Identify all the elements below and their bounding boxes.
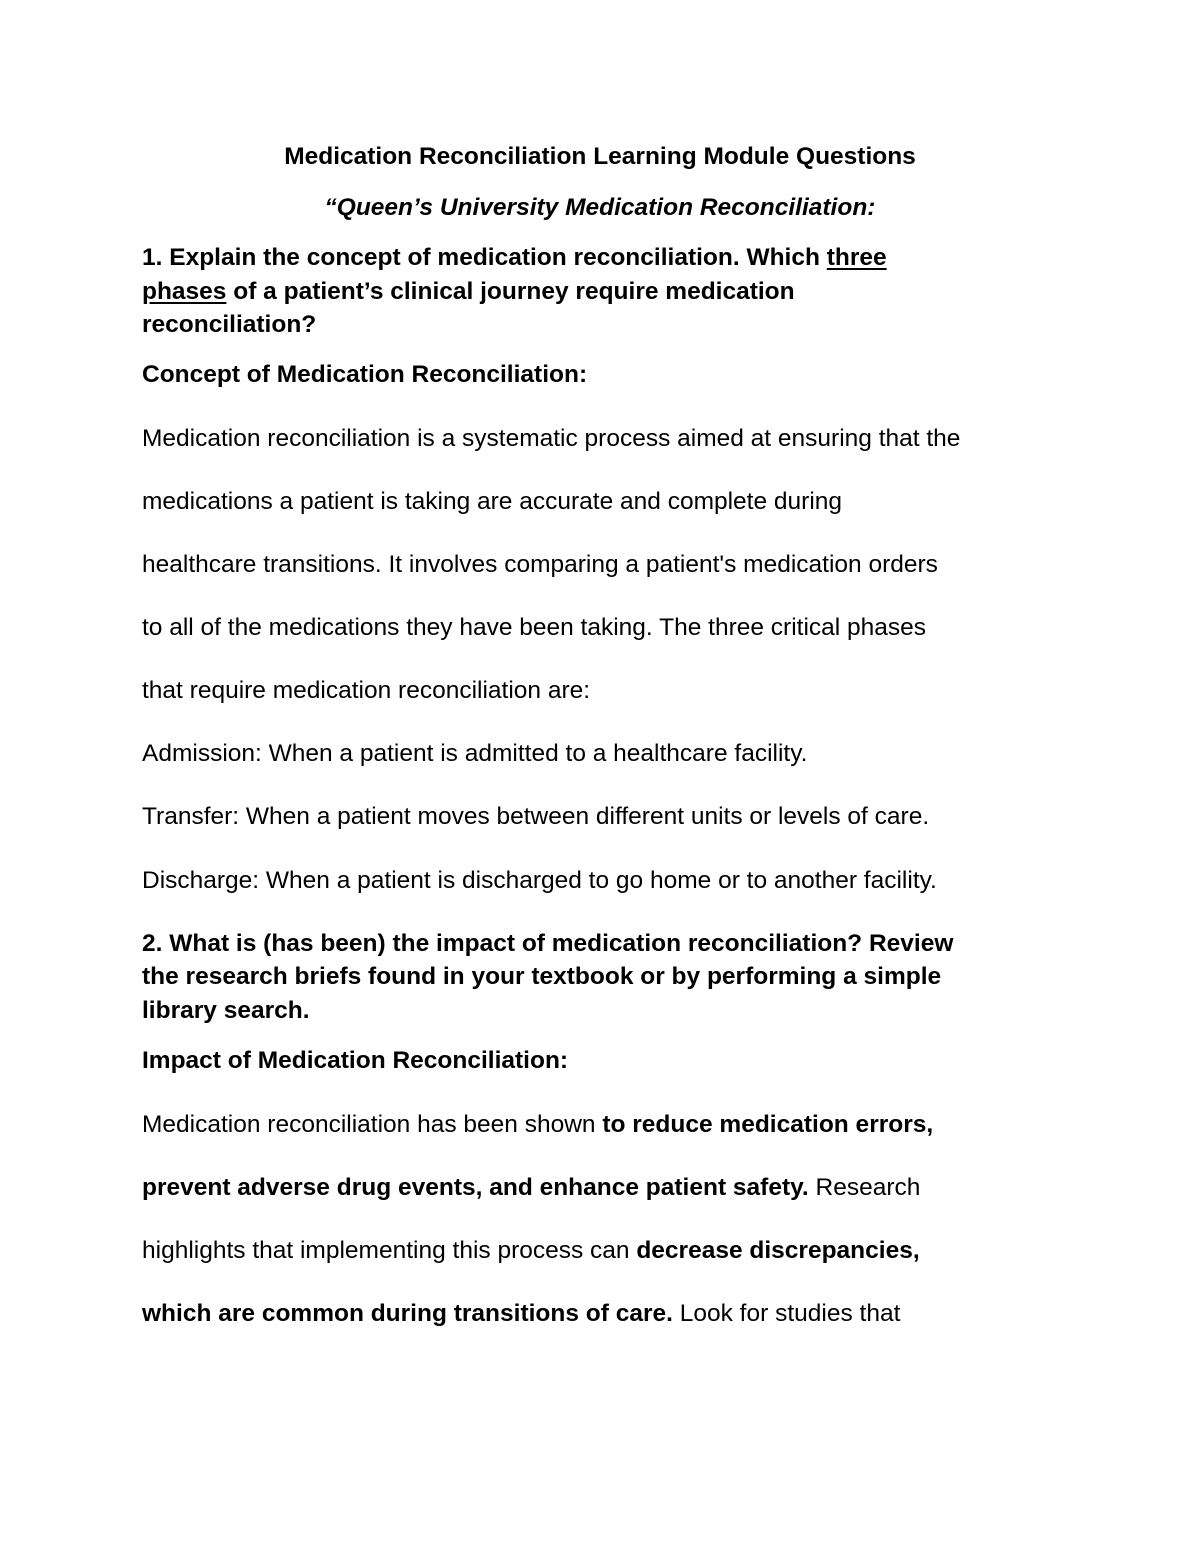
question-1-text: of a patient’s clinical journey require medication — [226, 278, 795, 305]
impact-heading: Impact of Medication Reconciliation: — [142, 1047, 569, 1074]
impact-paragraph-line — [142, 1236, 920, 1266]
impact-text: Medication reconciliation has been shown — [142, 1111, 603, 1138]
phase-discharge: Discharge: When a patient is discharged to go home or to another facility. — [142, 867, 937, 894]
concept-paragraph-line: medications a patient is taking are accurate and complete during — [142, 488, 843, 515]
document-title: Medication Reconciliation Learning Module Questions — [284, 143, 916, 170]
impact-emphasis: prevent adverse drug events, and enhance patient safety. — [142, 1174, 809, 1201]
question-1-line-2 — [142, 277, 795, 307]
impact-paragraph-line — [142, 1110, 933, 1140]
impact-emphasis: which are common during transitions of care. — [142, 1300, 673, 1327]
question-1-underlined-phases: phases — [142, 278, 227, 305]
concept-heading: Concept of Medication Reconciliation: — [142, 361, 588, 388]
question-1-line-3: reconciliation? — [142, 311, 317, 338]
concept-paragraph-line: to all of the medications they have been taking. The three critical phases — [142, 614, 927, 641]
phase-transfer: Transfer: When a patient moves between different units or levels of care. — [142, 803, 930, 830]
question-1-underlined-three: three — [826, 244, 887, 271]
question-2-line: the research briefs found in your textbook or by performing a simple — [142, 963, 942, 990]
impact-paragraph-line — [142, 1173, 920, 1203]
impact-paragraph-line — [142, 1299, 900, 1329]
impact-text: highlights that implementing this process can — [142, 1237, 637, 1264]
impact-text: Research — [808, 1174, 921, 1201]
concept-paragraph-line: that require medication reconciliation are: — [142, 677, 591, 704]
impact-text: Look for studies that — [672, 1300, 901, 1327]
question-1-line-1 — [142, 243, 887, 273]
impact-emphasis: to reduce medication errors, — [602, 1111, 934, 1138]
document-subtitle: “Queen’s University Medication Reconciliation: — [324, 194, 876, 221]
concept-paragraph-line: Medication reconciliation is a systematic process aimed at ensuring that the — [142, 425, 961, 452]
question-1-text: 1. Explain the concept of medication reconciliation. Which — [142, 244, 827, 271]
phase-admission: Admission: When a patient is admitted to a healthcare facility. — [142, 740, 808, 767]
impact-emphasis: decrease discrepancies, — [636, 1237, 920, 1264]
question-2-line: library search. — [142, 997, 310, 1024]
question-2-line: 2. What is (has been) the impact of medication reconciliation? Review — [142, 930, 954, 957]
concept-paragraph-line: healthcare transitions. It involves comparing a patient's medication orders — [142, 551, 938, 578]
